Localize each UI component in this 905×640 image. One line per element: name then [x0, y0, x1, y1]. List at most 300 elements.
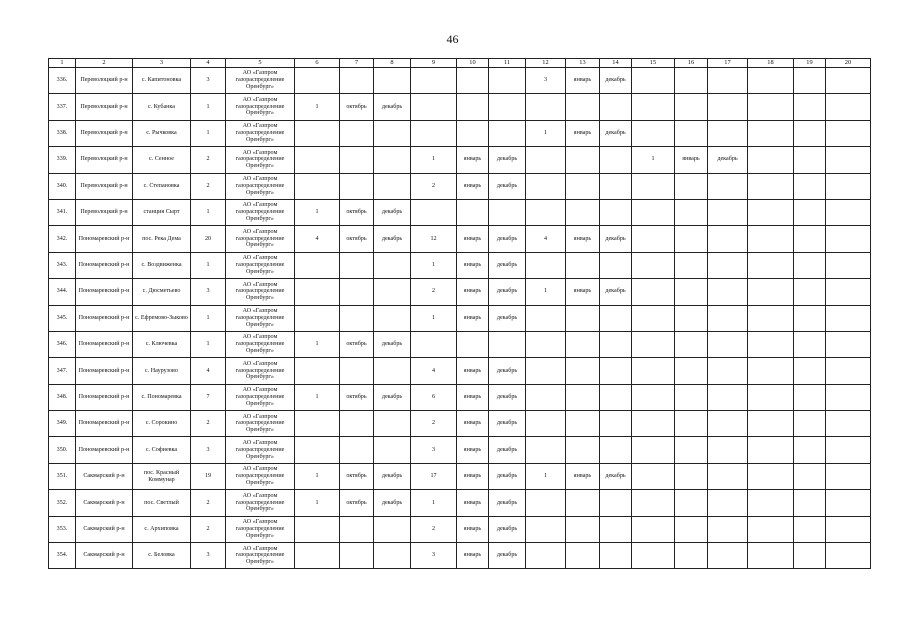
cell-col-9: 12 [411, 226, 457, 252]
cell-col-13: январь [566, 120, 600, 146]
cell-col-13 [566, 490, 600, 516]
cell-row-number: 336. [49, 68, 76, 94]
cell-col-17 [708, 358, 748, 384]
cell-col-17 [708, 490, 748, 516]
cell-col-18 [748, 516, 794, 542]
cell-col-14 [600, 94, 632, 120]
cell-col-17 [708, 437, 748, 463]
cell-district: Пономаревский р-н [76, 252, 133, 278]
cell-organization: АО «Газпром газораспределение Оренбург» [226, 358, 295, 384]
cell-col-17 [708, 252, 748, 278]
cell-col-16 [675, 279, 708, 305]
cell-col-20 [826, 411, 871, 437]
cell-district: Пономаревский р-н [76, 226, 133, 252]
cell-col-10: январь [457, 463, 489, 489]
cell-col-6: 4 [295, 226, 340, 252]
cell-col-20 [826, 94, 871, 120]
cell-col-16 [675, 68, 708, 94]
cell-col-14: декабрь [600, 68, 632, 94]
column-header-17: 17 [708, 59, 748, 68]
cell-col-7: октябрь [340, 463, 374, 489]
cell-col-7 [340, 173, 374, 199]
cell-settlement: с. Архиповка [133, 516, 191, 542]
cell-count-total: 20 [191, 226, 226, 252]
cell-col-15 [632, 516, 675, 542]
cell-col-6 [295, 516, 340, 542]
cell-col-12 [526, 173, 566, 199]
cell-col-13 [566, 252, 600, 278]
cell-col-14 [600, 252, 632, 278]
cell-organization: АО «Газпром газораспределение Оренбург» [226, 173, 295, 199]
column-header-14: 14 [600, 59, 632, 68]
cell-col-9: 2 [411, 279, 457, 305]
cell-col-12: 1 [526, 463, 566, 489]
cell-col-8: декабрь [374, 226, 411, 252]
cell-organization: АО «Газпром газораспределение Оренбург» [226, 305, 295, 331]
cell-col-16: январь [675, 147, 708, 173]
cell-col-19 [794, 173, 826, 199]
cell-col-18 [748, 437, 794, 463]
cell-col-9: 2 [411, 411, 457, 437]
cell-col-18 [748, 463, 794, 489]
cell-count-total: 1 [191, 305, 226, 331]
cell-row-number: 346. [49, 331, 76, 357]
cell-col-16 [675, 305, 708, 331]
cell-col-10: январь [457, 173, 489, 199]
cell-district: Пономаревский р-н [76, 411, 133, 437]
cell-district: Переволоцкий р-н [76, 68, 133, 94]
cell-col-16 [675, 252, 708, 278]
cell-row-number: 341. [49, 199, 76, 225]
cell-col-13 [566, 305, 600, 331]
cell-row-number: 338. [49, 120, 76, 146]
cell-district: Сакмарский р-н [76, 463, 133, 489]
cell-col-16 [675, 358, 708, 384]
cell-col-15 [632, 490, 675, 516]
cell-district: Пономаревский р-н [76, 305, 133, 331]
cell-col-10 [457, 120, 489, 146]
cell-organization: АО «Газпром газораспределение Оренбург» [226, 463, 295, 489]
cell-col-9: 2 [411, 516, 457, 542]
cell-settlement: с. Воздвиженка [133, 252, 191, 278]
column-header-8: 8 [374, 59, 411, 68]
cell-col-11: декабрь [489, 490, 526, 516]
cell-col-20 [826, 305, 871, 331]
cell-col-19 [794, 120, 826, 146]
cell-col-9: 17 [411, 463, 457, 489]
cell-col-12 [526, 331, 566, 357]
cell-col-19 [794, 199, 826, 225]
cell-col-14 [600, 358, 632, 384]
cell-col-20 [826, 543, 871, 569]
cell-col-8 [374, 543, 411, 569]
cell-col-18 [748, 173, 794, 199]
cell-district: Пономаревский р-н [76, 331, 133, 357]
cell-col-8 [374, 437, 411, 463]
cell-count-total: 3 [191, 437, 226, 463]
table-row [49, 543, 871, 569]
cell-settlement: с. Ключевка [133, 331, 191, 357]
cell-col-6 [295, 411, 340, 437]
cell-col-19 [794, 226, 826, 252]
table-row [49, 358, 871, 384]
table-row [49, 384, 871, 410]
cell-col-8 [374, 147, 411, 173]
cell-col-18 [748, 199, 794, 225]
cell-col-8: декабрь [374, 463, 411, 489]
cell-organization: АО «Газпром газораспределение Оренбург» [226, 411, 295, 437]
cell-col-16 [675, 490, 708, 516]
cell-col-12 [526, 384, 566, 410]
cell-col-12: 3 [526, 68, 566, 94]
cell-col-10: январь [457, 147, 489, 173]
cell-col-11 [489, 199, 526, 225]
cell-col-19 [794, 358, 826, 384]
cell-col-15: 1 [632, 147, 675, 173]
cell-col-13: январь [566, 226, 600, 252]
table-row [49, 147, 871, 173]
cell-district: Пономаревский р-н [76, 437, 133, 463]
table-row [49, 173, 871, 199]
cell-col-8: декабрь [374, 490, 411, 516]
cell-col-9: 6 [411, 384, 457, 410]
cell-settlement: с. Дюсметьево [133, 279, 191, 305]
cell-row-number: 340. [49, 173, 76, 199]
cell-col-14: декабрь [600, 463, 632, 489]
cell-settlement: с. Сорокино [133, 411, 191, 437]
column-header-12: 12 [526, 59, 566, 68]
cell-col-13: январь [566, 279, 600, 305]
cell-col-20 [826, 279, 871, 305]
cell-col-6: 1 [295, 94, 340, 120]
cell-col-12 [526, 147, 566, 173]
cell-col-9 [411, 120, 457, 146]
cell-col-9: 4 [411, 358, 457, 384]
cell-col-9: 1 [411, 147, 457, 173]
cell-col-14: декабрь [600, 279, 632, 305]
cell-col-11: декабрь [489, 543, 526, 569]
cell-col-13 [566, 147, 600, 173]
cell-col-18 [748, 331, 794, 357]
cell-district: Переволоцкий р-н [76, 199, 133, 225]
cell-col-7: октябрь [340, 384, 374, 410]
column-header-10: 10 [457, 59, 489, 68]
cell-col-18 [748, 226, 794, 252]
cell-count-total: 2 [191, 516, 226, 542]
cell-col-17: декабрь [708, 147, 748, 173]
cell-col-7 [340, 437, 374, 463]
cell-col-17 [708, 516, 748, 542]
cell-count-total: 3 [191, 543, 226, 569]
cell-col-15 [632, 463, 675, 489]
cell-col-7: октябрь [340, 94, 374, 120]
cell-col-6: 1 [295, 490, 340, 516]
cell-col-17 [708, 384, 748, 410]
cell-district: Сакмарский р-н [76, 543, 133, 569]
cell-col-6 [295, 279, 340, 305]
cell-col-11: декабрь [489, 279, 526, 305]
column-header-3: 3 [133, 59, 191, 68]
cell-district: Сакмарский р-н [76, 516, 133, 542]
cell-col-12 [526, 437, 566, 463]
cell-col-19 [794, 516, 826, 542]
cell-col-14 [600, 199, 632, 225]
cell-col-19 [794, 411, 826, 437]
cell-col-15 [632, 305, 675, 331]
cell-col-20 [826, 252, 871, 278]
column-header-20: 20 [826, 59, 871, 68]
cell-col-19 [794, 463, 826, 489]
cell-row-number: 343. [49, 252, 76, 278]
cell-col-19 [794, 490, 826, 516]
cell-col-19 [794, 384, 826, 410]
column-number-row [49, 59, 871, 68]
cell-col-10: январь [457, 384, 489, 410]
cell-col-15 [632, 331, 675, 357]
table-row [49, 331, 871, 357]
cell-col-14 [600, 173, 632, 199]
table-row [49, 463, 871, 489]
cell-col-6 [295, 437, 340, 463]
cell-col-7 [340, 68, 374, 94]
cell-col-17 [708, 120, 748, 146]
cell-col-14 [600, 490, 632, 516]
cell-col-14: декабрь [600, 226, 632, 252]
cell-col-7 [340, 516, 374, 542]
cell-col-16 [675, 384, 708, 410]
cell-col-13 [566, 543, 600, 569]
cell-col-13 [566, 331, 600, 357]
cell-col-17 [708, 68, 748, 94]
cell-col-18 [748, 120, 794, 146]
column-header-1: 1 [49, 59, 76, 68]
cell-col-7: октябрь [340, 490, 374, 516]
cell-col-15 [632, 94, 675, 120]
cell-col-12 [526, 543, 566, 569]
cell-col-12: 1 [526, 279, 566, 305]
cell-col-11: декабрь [489, 252, 526, 278]
cell-col-7 [340, 147, 374, 173]
cell-col-16 [675, 226, 708, 252]
cell-col-15 [632, 384, 675, 410]
cell-row-number: 349. [49, 411, 76, 437]
cell-col-8 [374, 358, 411, 384]
cell-col-9: 2 [411, 173, 457, 199]
cell-col-9: 1 [411, 305, 457, 331]
cell-col-10 [457, 331, 489, 357]
cell-col-10: январь [457, 437, 489, 463]
cell-col-12 [526, 199, 566, 225]
cell-col-14 [600, 516, 632, 542]
cell-col-14 [600, 437, 632, 463]
cell-col-17 [708, 279, 748, 305]
cell-col-12: 4 [526, 226, 566, 252]
column-header-11: 11 [489, 59, 526, 68]
cell-col-8 [374, 279, 411, 305]
cell-col-8: декабрь [374, 199, 411, 225]
cell-col-19 [794, 543, 826, 569]
cell-col-6 [295, 305, 340, 331]
cell-col-10: январь [457, 490, 489, 516]
cell-col-10: январь [457, 305, 489, 331]
cell-col-17 [708, 226, 748, 252]
cell-settlement: с. Капитоновка [133, 68, 191, 94]
cell-organization: АО «Газпром газораспределение Оренбург» [226, 437, 295, 463]
column-header-4: 4 [191, 59, 226, 68]
cell-col-9 [411, 331, 457, 357]
cell-col-14 [600, 384, 632, 410]
cell-col-19 [794, 331, 826, 357]
cell-col-11: декабрь [489, 305, 526, 331]
column-header-9: 9 [411, 59, 457, 68]
cell-settlement: с. Наурузово [133, 358, 191, 384]
cell-col-20 [826, 68, 871, 94]
cell-col-12 [526, 305, 566, 331]
table-row [49, 437, 871, 463]
cell-col-11: декабрь [489, 463, 526, 489]
cell-col-8: декабрь [374, 94, 411, 120]
cell-col-11: декабрь [489, 173, 526, 199]
table-row [49, 120, 871, 146]
cell-col-19 [794, 147, 826, 173]
cell-col-13 [566, 384, 600, 410]
table-row [49, 68, 871, 94]
cell-organization: АО «Газпром газораспределение Оренбург» [226, 120, 295, 146]
cell-col-18 [748, 252, 794, 278]
cell-col-9 [411, 68, 457, 94]
cell-count-total: 7 [191, 384, 226, 410]
cell-col-8 [374, 305, 411, 331]
cell-col-20 [826, 490, 871, 516]
cell-col-6 [295, 147, 340, 173]
cell-col-20 [826, 199, 871, 225]
cell-col-15 [632, 199, 675, 225]
cell-col-7 [340, 358, 374, 384]
cell-col-11 [489, 68, 526, 94]
cell-count-total: 3 [191, 68, 226, 94]
cell-col-14 [600, 411, 632, 437]
cell-col-15 [632, 226, 675, 252]
cell-col-20 [826, 120, 871, 146]
cell-col-7 [340, 411, 374, 437]
cell-col-12 [526, 94, 566, 120]
cell-settlement: пос. Красный Коммунар [133, 463, 191, 489]
cell-col-20 [826, 173, 871, 199]
cell-col-10: январь [457, 358, 489, 384]
cell-row-number: 351. [49, 463, 76, 489]
cell-row-number: 342. [49, 226, 76, 252]
cell-col-6 [295, 173, 340, 199]
cell-col-20 [826, 226, 871, 252]
cell-district: Переволоцкий р-н [76, 94, 133, 120]
cell-col-19 [794, 94, 826, 120]
cell-col-11: декабрь [489, 516, 526, 542]
cell-organization: АО «Газпром газораспределение Оренбург» [226, 516, 295, 542]
column-header-2: 2 [76, 59, 133, 68]
cell-col-10 [457, 94, 489, 120]
cell-col-11 [489, 331, 526, 357]
cell-count-total: 1 [191, 199, 226, 225]
cell-col-10: январь [457, 226, 489, 252]
cell-settlement: пос. Река Дема [133, 226, 191, 252]
cell-settlement: с. Кубанка [133, 94, 191, 120]
cell-count-total: 1 [191, 94, 226, 120]
cell-col-16 [675, 411, 708, 437]
cell-col-7 [340, 305, 374, 331]
column-header-7: 7 [340, 59, 374, 68]
cell-col-16 [675, 331, 708, 357]
column-header-6: 6 [295, 59, 340, 68]
cell-col-20 [826, 463, 871, 489]
cell-district: Переволоцкий р-н [76, 120, 133, 146]
cell-settlement: с. Пономаревка [133, 384, 191, 410]
cell-col-13: январь [566, 68, 600, 94]
cell-col-18 [748, 490, 794, 516]
cell-col-16 [675, 516, 708, 542]
cell-col-15 [632, 437, 675, 463]
cell-organization: АО «Газпром газораспределение Оренбург» [226, 68, 295, 94]
cell-col-8 [374, 120, 411, 146]
cell-col-17 [708, 173, 748, 199]
cell-col-9 [411, 199, 457, 225]
cell-count-total: 2 [191, 411, 226, 437]
cell-col-9 [411, 94, 457, 120]
cell-col-18 [748, 279, 794, 305]
cell-settlement: с. Ефремово-Зыково [133, 305, 191, 331]
cell-col-6 [295, 358, 340, 384]
cell-col-10: январь [457, 411, 489, 437]
cell-col-13: январь [566, 463, 600, 489]
cell-count-total: 4 [191, 358, 226, 384]
cell-col-18 [748, 384, 794, 410]
cell-organization: АО «Газпром газораспределение Оренбург» [226, 543, 295, 569]
cell-col-13 [566, 411, 600, 437]
cell-organization: АО «Газпром газораспределение Оренбург» [226, 384, 295, 410]
cell-organization: АО «Газпром газораспределение Оренбург» [226, 331, 295, 357]
cell-col-9: 1 [411, 490, 457, 516]
cell-col-7 [340, 279, 374, 305]
cell-col-10 [457, 199, 489, 225]
cell-col-17 [708, 543, 748, 569]
cell-row-number: 347. [49, 358, 76, 384]
cell-col-10: январь [457, 543, 489, 569]
column-header-15: 15 [632, 59, 675, 68]
cell-col-8: декабрь [374, 384, 411, 410]
table-row [49, 226, 871, 252]
cell-col-20 [826, 147, 871, 173]
cell-row-number: 344. [49, 279, 76, 305]
cell-col-10: январь [457, 279, 489, 305]
cell-col-7 [340, 543, 374, 569]
cell-count-total: 1 [191, 252, 226, 278]
cell-col-10: январь [457, 252, 489, 278]
cell-col-15 [632, 543, 675, 569]
cell-col-12 [526, 358, 566, 384]
cell-settlement: с. Сенное [133, 147, 191, 173]
cell-col-14 [600, 331, 632, 357]
cell-count-total: 19 [191, 463, 226, 489]
cell-col-18 [748, 147, 794, 173]
cell-col-16 [675, 173, 708, 199]
table-row [49, 279, 871, 305]
cell-count-total: 1 [191, 120, 226, 146]
cell-count-total: 3 [191, 279, 226, 305]
cell-organization: АО «Газпром газораспределение Оренбург» [226, 490, 295, 516]
cell-col-12 [526, 411, 566, 437]
cell-row-number: 339. [49, 147, 76, 173]
cell-col-20 [826, 516, 871, 542]
cell-col-18 [748, 68, 794, 94]
